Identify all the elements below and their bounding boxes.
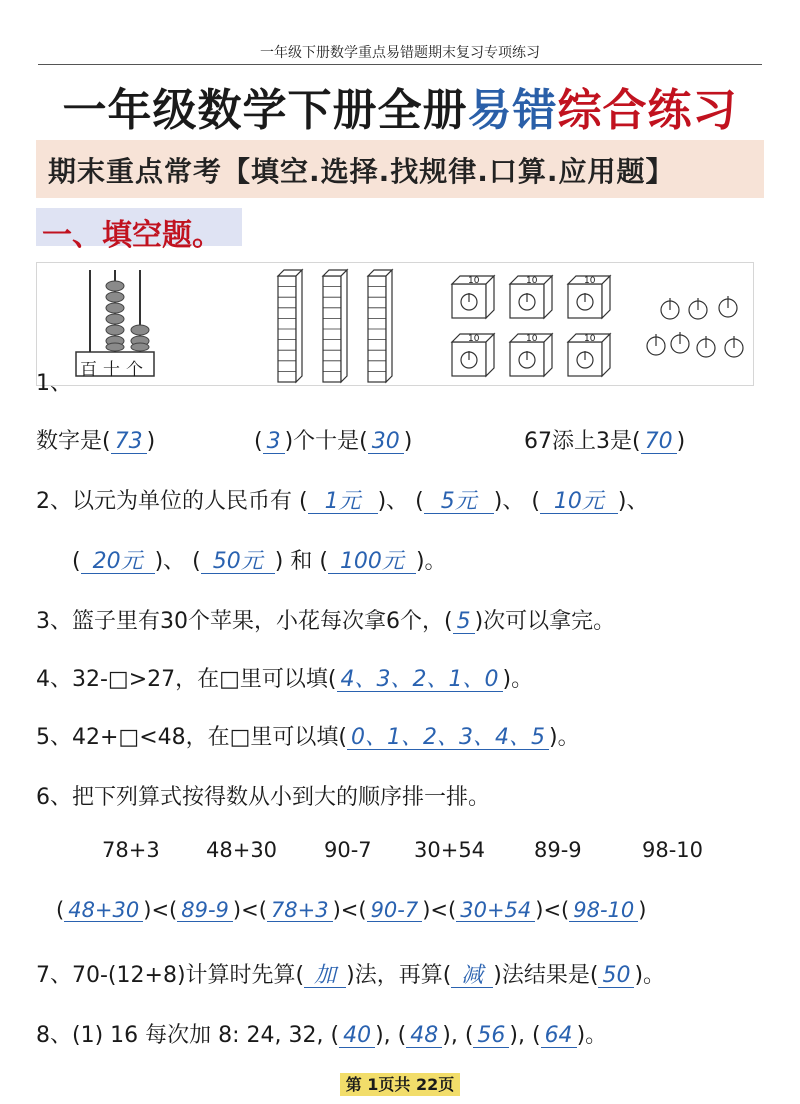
question6-prompt: 6、把下列算式按得数从小到大的顺序排一排。 (36, 785, 490, 810)
question5 (36, 720, 580, 751)
answer: 0、1、2、3、4、5 (347, 726, 549, 750)
q4-suffix: )。 (502, 667, 534, 692)
q7-prefix: 7、70-(12+8)计算时先算( (36, 963, 305, 988)
expression: 90-7 (324, 838, 372, 862)
answer: 1元 (308, 490, 378, 514)
ones-clocks-figure (640, 262, 750, 384)
title-red: 综合练习 (557, 85, 738, 136)
question1-part-c (524, 424, 685, 455)
q1-b-open: ( (254, 429, 263, 454)
question1-number: 1、 (36, 371, 72, 396)
q7-mid2: )法结果是( (493, 963, 599, 988)
answer: 70 (641, 430, 677, 454)
q2-and: 和 (290, 549, 313, 574)
subtitle: 期末重点常考【填空.选择.找规律.口算.应用题】 (48, 155, 675, 188)
cube-label: 10 (584, 276, 596, 286)
answer: 3 (263, 430, 285, 454)
question3 (36, 604, 615, 635)
answer: 5 (453, 610, 475, 634)
answer: 5元 (424, 490, 494, 514)
question1-part-b (254, 424, 412, 455)
abacus-label: 百十个 (80, 360, 149, 380)
answer: 89-9 (177, 899, 233, 922)
question8: 8、(1) 16 每次加 8: 24, 32, ( 40 ), ( 48 ), ( 56 ), ( 64 )。 (36, 1023, 608, 1048)
q8-suffix: )。 (576, 1023, 608, 1048)
answer: 10元 (540, 490, 618, 514)
q3-suffix: )次可以拿完。 (474, 609, 616, 634)
question2-line1: 2、以元为单位的人民币有 ( 1元 )、 ( 5元 )、 ( 10元 )、 (36, 489, 649, 514)
answer: 78+3 (267, 899, 333, 922)
answer: 40 (339, 1024, 375, 1048)
q3-prefix: 3、篮子里有30个苹果，小花每次拿6个，( (36, 609, 453, 634)
q7-mid: )法，再算( (346, 963, 452, 988)
answer: 90-7 (367, 899, 423, 922)
q1-a-prefix: 数字是( (36, 429, 111, 454)
page-number: 第 1页共 22页 (340, 1073, 461, 1096)
q7-suffix: )。 (634, 963, 666, 988)
cube-label: 10 (526, 334, 538, 344)
answer: 加 (304, 964, 346, 988)
answer: 56 (473, 1024, 509, 1048)
page-footer (0, 1072, 800, 1095)
answer: 50元 (201, 550, 275, 574)
question6-ordered: ( 48+30 )<( 89-9 )<( 78+3 )<( 90-7 )<( 30+54 )<( 98-10 ) (56, 898, 647, 922)
question7 (36, 958, 665, 989)
q1-c-close: ) (676, 429, 686, 454)
answer: 48+30 (64, 899, 143, 922)
ten-rods-figure (270, 262, 400, 384)
answer: 73 (111, 430, 147, 454)
expression: 30+54 (414, 838, 486, 862)
cube-label: 10 (468, 334, 480, 344)
q8-prefix: 8、(1) 16 每次加 8: 24, 32, ( (36, 1023, 340, 1048)
cube-label: 10 (468, 276, 480, 286)
expression: 98-10 (642, 838, 704, 862)
expression: 48+30 (206, 838, 278, 862)
answer: 20元 (81, 550, 155, 574)
answer: 50 (598, 964, 634, 988)
q5-suffix: )。 (549, 725, 580, 750)
question2-line2: ( 20元 )、 ( 50元 ) 和 ( 100元 )。 (72, 549, 447, 574)
answer: 64 (541, 1024, 577, 1048)
expression: 78+3 (102, 838, 160, 862)
q2-prefix: 2、以元为单位的人民币有 (36, 489, 292, 514)
question1-part-a (36, 424, 155, 455)
question4 (36, 662, 533, 693)
section-title: 一、填空题。 (42, 218, 222, 253)
q1-b-close: ) (403, 429, 413, 454)
expression: 89-9 (534, 838, 582, 862)
page-title (0, 74, 800, 138)
answer: 98-10 (569, 899, 638, 922)
document-header: 一年级下册数学重点易错题期末复习专项练习 (260, 45, 540, 61)
title-blue: 易错 (467, 85, 558, 136)
q5-prefix: 5、42+□<48，在□里可以填( (36, 725, 348, 750)
q4-prefix: 4、32-□>27，在□里可以填( (36, 667, 337, 692)
answer: 4、3、2、1、0 (337, 668, 503, 692)
answer: 100元 (328, 550, 416, 574)
cube-label: 10 (584, 334, 596, 344)
q1-b-mid: )个十是( (284, 429, 368, 454)
q1-a-suffix: ) (146, 429, 156, 454)
answer: 48 (406, 1024, 442, 1048)
cube-label: 10 (526, 276, 538, 286)
answer: 减 (451, 964, 493, 988)
q1-c-prefix: 67添上3是( (524, 429, 641, 454)
header-rule (38, 64, 762, 65)
answer: 30+54 (456, 899, 535, 922)
title-black: 一年级数学下册全册 (62, 85, 468, 136)
answer: 30 (368, 430, 404, 454)
